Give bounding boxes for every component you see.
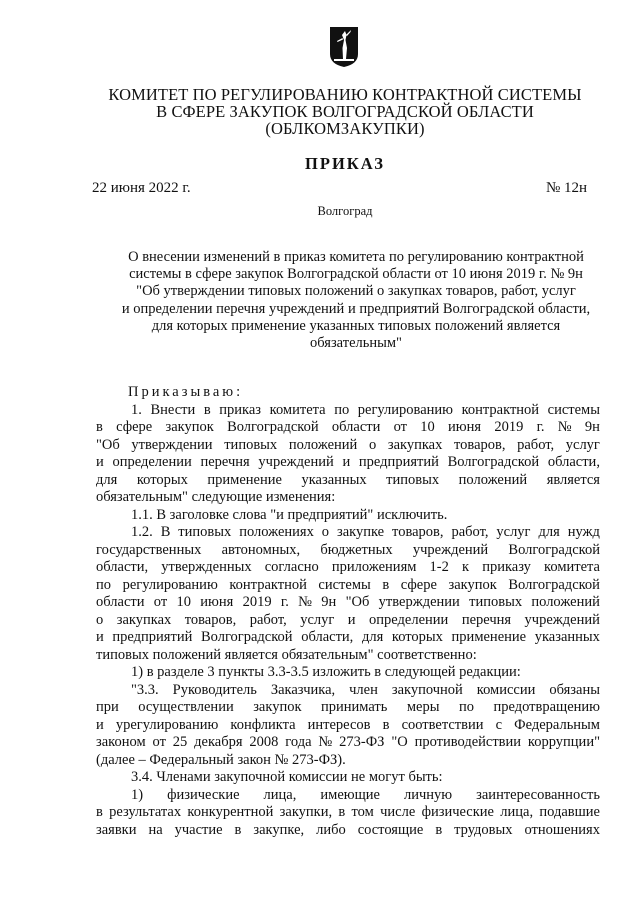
document-type-title: ПРИКАЗ bbox=[305, 154, 385, 173]
body-line: 3.4. Членами закупочной комиссии не могут быть: bbox=[131, 769, 443, 785]
body-line: 1) физические лица, имеющие личную заинтересованность bbox=[131, 786, 600, 803]
document-number: № 12н bbox=[546, 180, 588, 196]
document-city: Волгоград bbox=[317, 204, 373, 218]
body-line: 1. Внести в приказ комитета по регулированию контрактной системы bbox=[131, 401, 600, 418]
body-line: и предприятий Волгоградской области, для которых применение указанных bbox=[96, 629, 600, 645]
body-line: "Об утверждении типовых положений о закупках товаров, работ, услуг bbox=[96, 436, 600, 453]
body-line: в сфере закупок Волгоградской области от 10 июня 2019 г. № 9н bbox=[96, 419, 600, 435]
body-line: типовых положений является обязательным" соответственно: bbox=[96, 646, 477, 663]
body-line: в результатах конкурентной закупки, в том числе физические лица, подавшие bbox=[96, 804, 600, 820]
body-line: области, утвержденных согласно приложениям 1-2 к приказу комитета bbox=[96, 559, 600, 575]
document-date: 22 июня 2022 г. bbox=[92, 180, 191, 196]
org-name-line-3: (ОБЛКОМЗАКУПКИ) bbox=[265, 119, 425, 138]
body-line: и определении перечня учреждений и предприятий Волгоградской области, bbox=[96, 454, 600, 470]
subject-line: обязательным" bbox=[310, 335, 402, 352]
body-line: обязательным" следующие изменения: bbox=[96, 489, 336, 505]
subject-line: О внесении изменений в приказ комитета по регулированию контрактной bbox=[128, 249, 584, 265]
subject-line: системы в сфере закупок Волгоградской области от 10 июня 2019 г. № 9н bbox=[129, 266, 583, 283]
body-line: при осуществлении закупок принимать меры по предотвращению bbox=[96, 699, 600, 715]
org-name-line-2: В СФЕРЕ ЗАКУПОК ВОЛГОГРАДСКОЙ ОБЛАСТИ bbox=[156, 102, 534, 121]
org-name-line-1: КОМИТЕТ ПО РЕГУЛИРОВАНИЮ КОНТРАКТНОЙ СИСТЕМЫ bbox=[108, 85, 582, 104]
document-subject bbox=[96, 249, 616, 352]
document-body bbox=[96, 384, 600, 839]
order-word: Приказываю: bbox=[128, 384, 244, 400]
body-line: по регулированию контрактной системы в сфере закупок Волгоградской bbox=[96, 576, 600, 593]
body-line: о закупках товаров, работ, услуг и определении перечня учреждений bbox=[96, 611, 600, 628]
volgograd-coat-of-arms-icon bbox=[329, 26, 359, 68]
body-line: 1.2. В типовых положениях о закупке товаров, работ, услуг для нужд bbox=[131, 524, 600, 540]
organization-name bbox=[0, 86, 640, 137]
subject-line: "Об утверждении типовых положений о закупках товаров, работ, услуг bbox=[136, 283, 576, 300]
body-line: для которых применение указанных типовых положений является bbox=[96, 471, 600, 488]
body-line: заявки на участие в закупке, либо состоящие в трудовых отношениях bbox=[96, 821, 600, 838]
body-line: области от 10 июня 2019 г. № 9н "Об утверждении типовых положений bbox=[96, 594, 600, 610]
body-intro bbox=[96, 384, 600, 402]
subject-line: и определении перечня учреждений и предприятий Волгоградской области, bbox=[121, 300, 591, 317]
body-line: 1.1. В заголовке слова "и предприятий" исключить. bbox=[131, 506, 448, 523]
body-line: 1) в разделе 3 пункты 3.3-3.5 изложить в следующей редакции: bbox=[131, 664, 521, 680]
body-line: законом от 25 декабря 2008 года № 273-ФЗ "О противодействии коррупции" bbox=[96, 734, 600, 750]
subject-line: для которых применение указанных типовых положений является bbox=[151, 317, 561, 334]
body-line: и урегулированию конфликта интересов в соответствии с Федеральным bbox=[96, 716, 600, 733]
body-line: "3.3. Руководитель Заказчика, член закупочной комиссии обязаны bbox=[131, 681, 600, 698]
body-line: государственных автономных, бюджетных учреждений Волгоградской bbox=[96, 541, 600, 558]
body-line: (далее – Федеральный закон № 273-ФЗ). bbox=[96, 751, 346, 768]
